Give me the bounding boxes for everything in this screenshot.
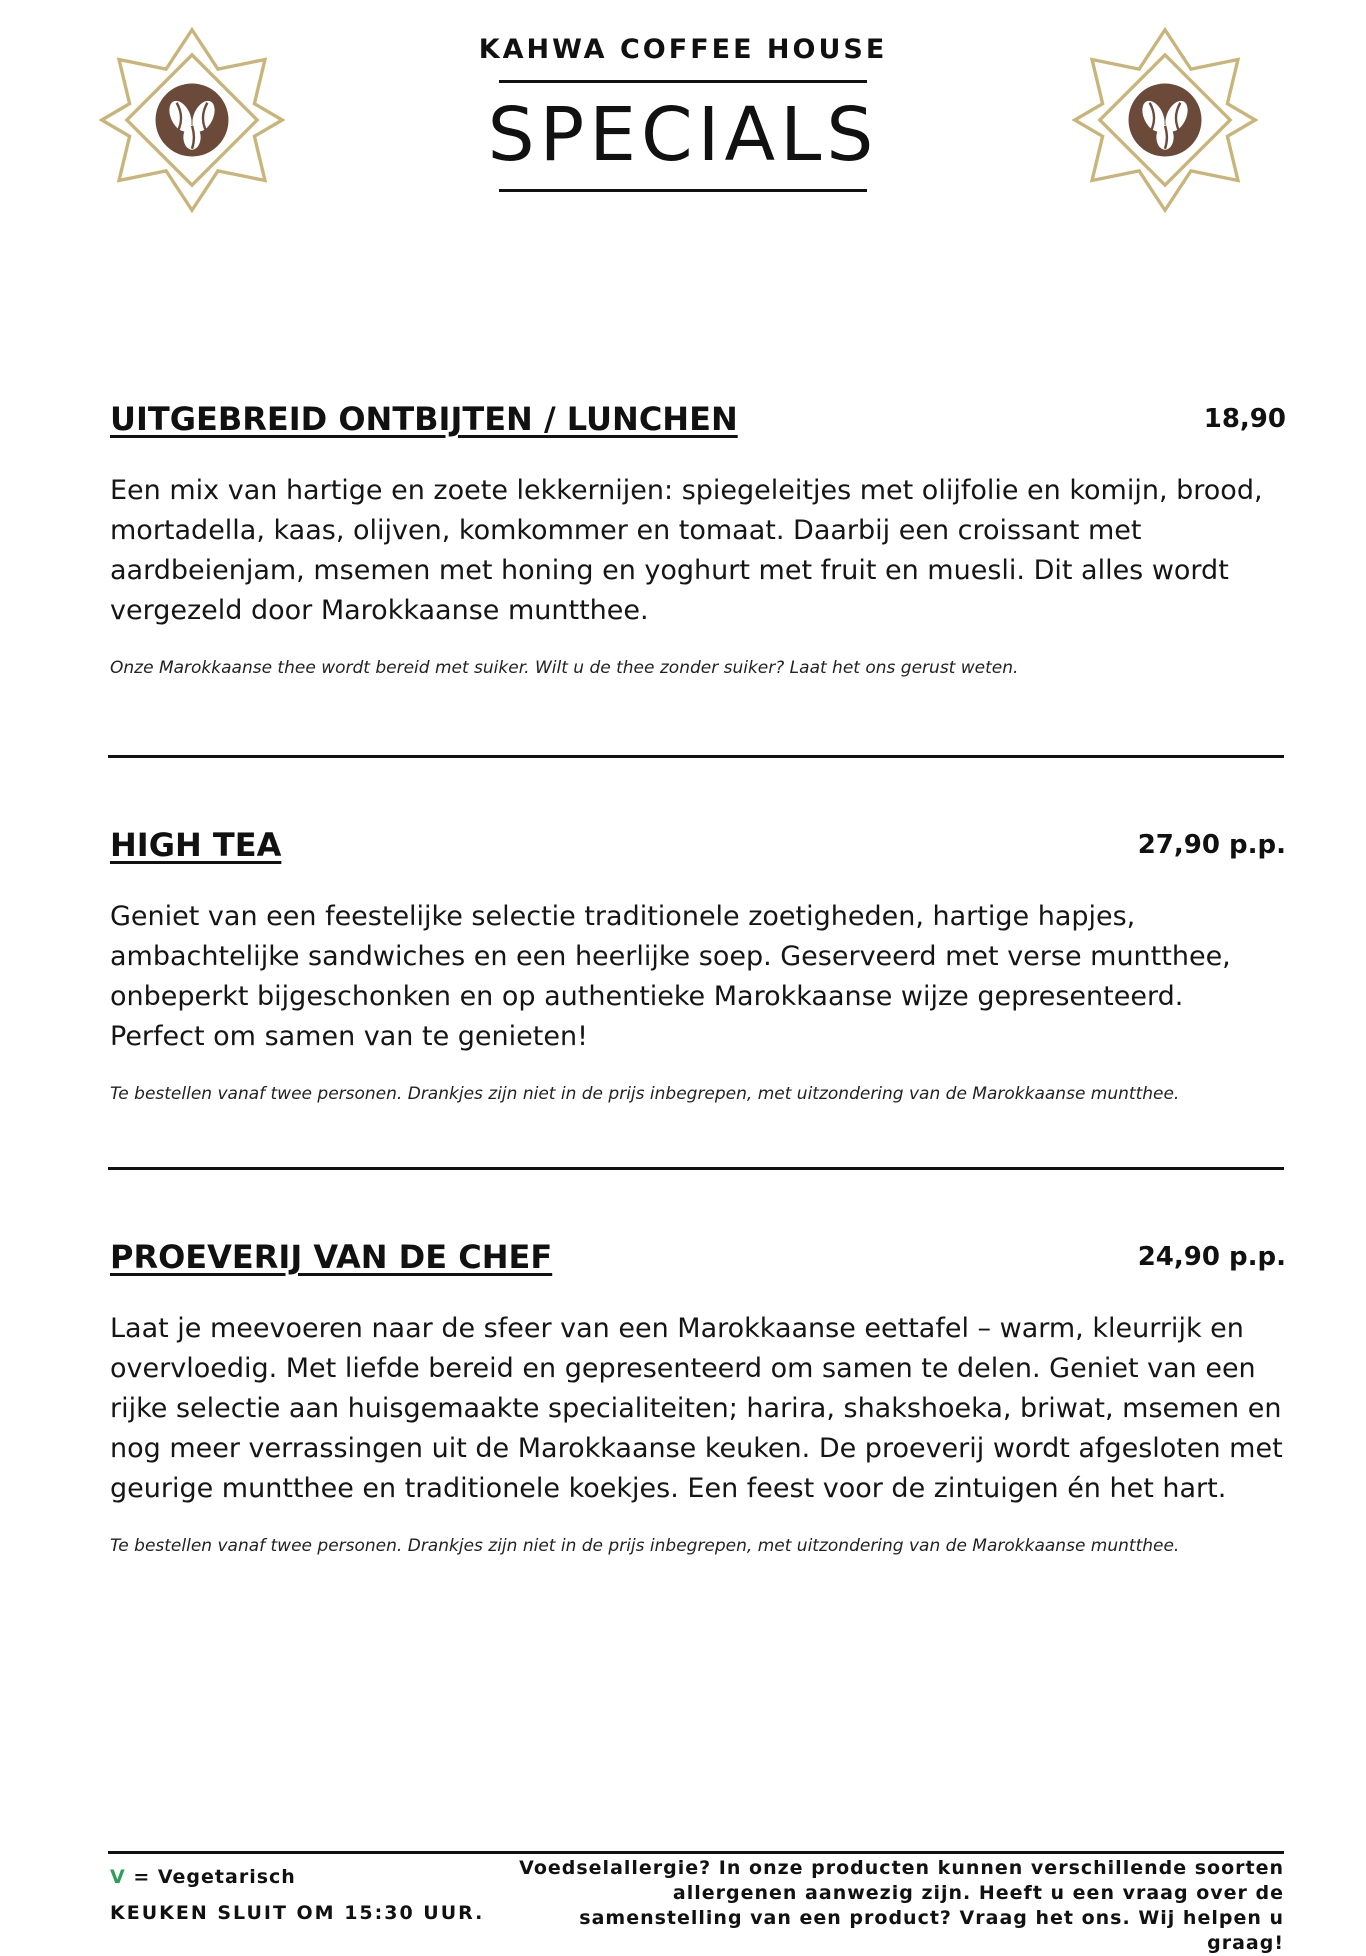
- section-note: Onze Marokkaanse thee wordt bereid met suiker. Wilt u de thee zonder suiker? Laat het ons gerust weten.: [110, 658, 1019, 678]
- section-header: [110, 823, 1286, 873]
- section-price: 18,90: [1203, 404, 1286, 434]
- allergy-notice: Voedselallergie? In onze producten kunnen verschillende soorten allergenen aanwezig zijn. Heeft u een vraag over de samenstelling van een product? Vraag het ons. Wij helpen u graag!: [519, 1857, 1284, 1954]
- header-rule-bottom: [499, 189, 867, 192]
- vegetarian-label: = Vegetarisch: [133, 1866, 296, 1888]
- vegetarian-symbol: V: [110, 1866, 126, 1888]
- section-title: HIGH TEA: [110, 826, 282, 864]
- section-title: UITGEBREID ONTBIJTEN / LUNCHEN: [110, 400, 738, 438]
- kitchen-closing-time: KEUKEN SLUIT OM 15:30 UUR.: [110, 1902, 485, 1924]
- section-divider: [108, 1167, 1284, 1170]
- section-description: Geniet van een feestelijke selectie traditionele zoetigheden, hartige hapjes, ambachtelijke sandwiches en een heerlijke soep. Geserveerd met verse muntthee, onbeperkt bijgeschonken en op authentieke Marokkaanse wijze gepresenteerd. Perfect om samen van te genieten!: [110, 901, 1231, 1052]
- section-title: PROEVERIJ VAN DE CHEF: [110, 1238, 553, 1276]
- page-header: [440, 30, 926, 192]
- footer-rule: [108, 1851, 1284, 1854]
- footer-legend: [110, 1864, 530, 1926]
- section-price: 24,90 p.p.: [1137, 1242, 1286, 1272]
- page-title: SPECIALS: [487, 92, 879, 178]
- header-rule-top: [499, 80, 867, 83]
- section-divider: [108, 755, 1284, 758]
- vegetarian-legend: [110, 1864, 530, 1890]
- menu-section-proeverij: [110, 1235, 1286, 1559]
- coffee-bean-star-emblem-icon: [96, 24, 288, 216]
- logo-right: [1069, 24, 1261, 216]
- brand-name: KAHWA COFFEE HOUSE: [478, 34, 888, 65]
- section-description: Een mix van hartige en zoete lekkernijen: spiegeleitjes met olijfolie en komijn, brood, mortadella, kaas, olijven, komkommer en tomaat. Daarbij een croissant met aardbeienjam, msemen met honing en yoghurt met fruit en muesli. Dit alles wordt vergezeld door Marokkaanse muntthee.: [110, 475, 1263, 626]
- menu-section-high-tea: [110, 823, 1286, 1107]
- section-description: Laat je meevoeren naar de sfeer van een Marokkaanse eettafel – warm, kleurrijk en overvloedig. Met liefde bereid en gepresenteerd om samen te delen. Geniet van een rijke selectie aan huisgemaakte specialiteiten; harira, shakshoeka, briwat, msemen en nog meer verrassingen uit de Marokkaanse keuken. De proeverij wordt afgesloten met geurige muntthee en traditionele koekjes. Een feest voor de zintuigen én het hart.: [110, 1313, 1283, 1504]
- section-header: [110, 397, 1286, 447]
- section-note: Te bestellen vanaf twee personen. Drankjes zijn niet in de prijs inbegrepen, met uitzondering van de Marokkaanse muntthee.: [110, 1536, 1180, 1556]
- coffee-bean-star-emblem-icon: [1069, 24, 1261, 216]
- logo-left: [96, 24, 288, 216]
- section-price: 27,90 p.p.: [1137, 830, 1286, 860]
- menu-section-ontbijt: [110, 397, 1286, 681]
- section-header: [110, 1235, 1286, 1285]
- section-note: Te bestellen vanaf twee personen. Drankjes zijn niet in de prijs inbegrepen, met uitzondering van de Marokkaanse muntthee.: [110, 1084, 1180, 1104]
